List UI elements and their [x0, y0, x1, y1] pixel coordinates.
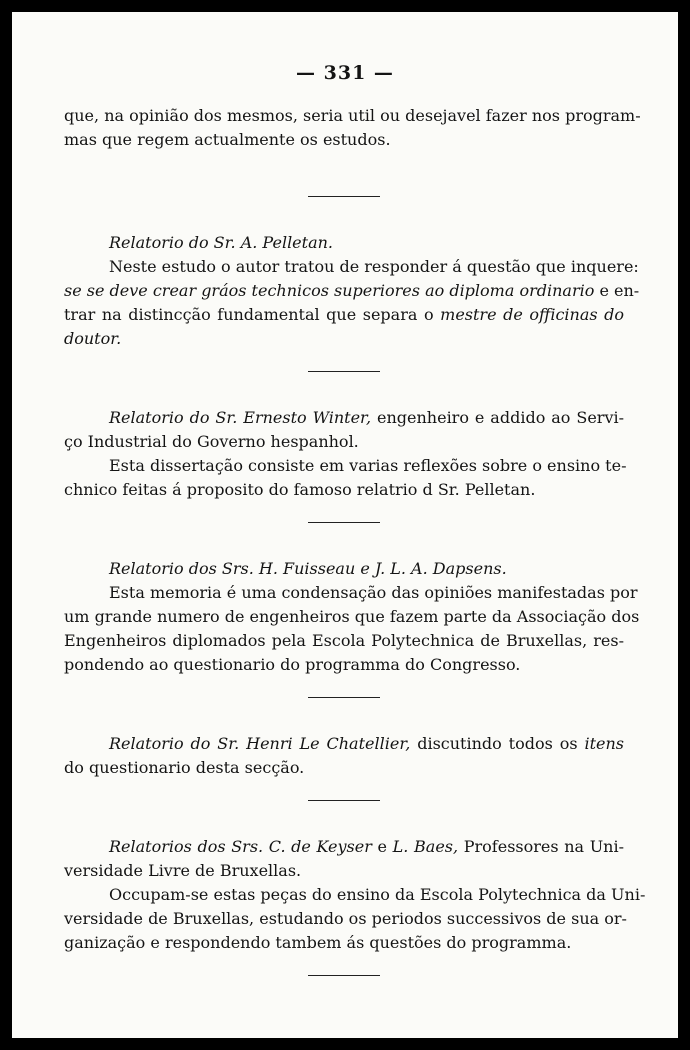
- section-heading: [64, 406, 624, 430]
- italic-text: itens: [584, 734, 624, 753]
- paragraph-line: Esta dissertação consiste em varias reflexões sobre o ensino te-: [109, 456, 627, 475]
- section-keyser-baes: [64, 835, 646, 955]
- italic-text: mestre de officinas do: [440, 305, 624, 324]
- paragraph-line: um grande numero de engenheiros que fazem parte da Associação dos: [64, 607, 640, 626]
- page-number: — 331 —: [296, 62, 394, 84]
- section-winter: [64, 406, 627, 502]
- section-heading: Relatorio do Sr. A. Pelletan.: [109, 233, 334, 252]
- paragraph-line: [64, 279, 640, 303]
- paragraph-line: versidade Livre de Bruxellas.: [64, 861, 302, 880]
- intro-line-1: que, na opinião dos mesmos, seria util ou desejavel fazer nos program-: [64, 106, 641, 125]
- italic-text: Relatorios dos Srs. C. de Keyser: [109, 837, 372, 856]
- italic-text: L. Baes,: [392, 837, 459, 856]
- scanned-page: [12, 12, 678, 1038]
- section-pelletan: [64, 231, 640, 351]
- paragraph-line: do questionario desta secção.: [64, 758, 305, 777]
- section-heading: [64, 732, 624, 756]
- text: discutindo todos os: [417, 734, 578, 753]
- paragraph-line: Esta memoria é uma condensação das opiniões manifestadas por: [109, 583, 638, 602]
- section-heading: Relatorio dos Srs. H. Fuisseau e J. L. A. Dapsens.: [109, 559, 507, 578]
- text: Professores na Uni-: [463, 837, 625, 856]
- italic-text: se se deve crear gráos technicos superiores ao diploma ordinario: [64, 281, 595, 300]
- section-heading: [64, 835, 624, 859]
- paragraph-line: doutor.: [64, 329, 122, 348]
- intro-line-2: mas que regem actualmente os estudos.: [64, 130, 391, 149]
- section-fuisseau-dapsens: [64, 557, 640, 677]
- paragraph-line: ganização e respondendo tambem ás questões do programma.: [64, 933, 572, 952]
- text: engenheiro e addido ao Servi-: [377, 408, 625, 427]
- page-body: [64, 104, 646, 976]
- paragraph-line: ço Industrial do Governo hespanhol.: [64, 432, 359, 451]
- paragraph-line: Neste estudo o autor tratou de responder á questão que inquere:: [109, 257, 639, 276]
- text: trar na distincção fundamental que separa o: [64, 305, 434, 324]
- paragraph-line: chnico feitas á proposito do famoso relatrio d Sr. Pelletan.: [64, 480, 536, 499]
- paragraph-line: [64, 303, 624, 327]
- paragraph-line: pondendo ao questionario do programma do Congresso.: [64, 655, 521, 674]
- text: e en-: [599, 281, 640, 300]
- italic-text: Relatorio do Sr. Ernesto Winter,: [109, 408, 372, 427]
- paragraph-line: versidade de Bruxellas, estudando os periodos successivos de sua or-: [64, 909, 627, 928]
- section-le-chatellier: [64, 732, 624, 780]
- text: e: [377, 837, 388, 856]
- italic-text: Relatorio do Sr. Henri Le Chatellier,: [109, 734, 411, 753]
- section-divider: [308, 975, 380, 976]
- paragraph-line: Occupam-se estas peças do ensino da Escola Polytechnica da Uni-: [109, 885, 646, 904]
- paragraph-line: Engenheiros diplomados pela Escola Polytechnica de Bruxellas, res-: [64, 631, 624, 650]
